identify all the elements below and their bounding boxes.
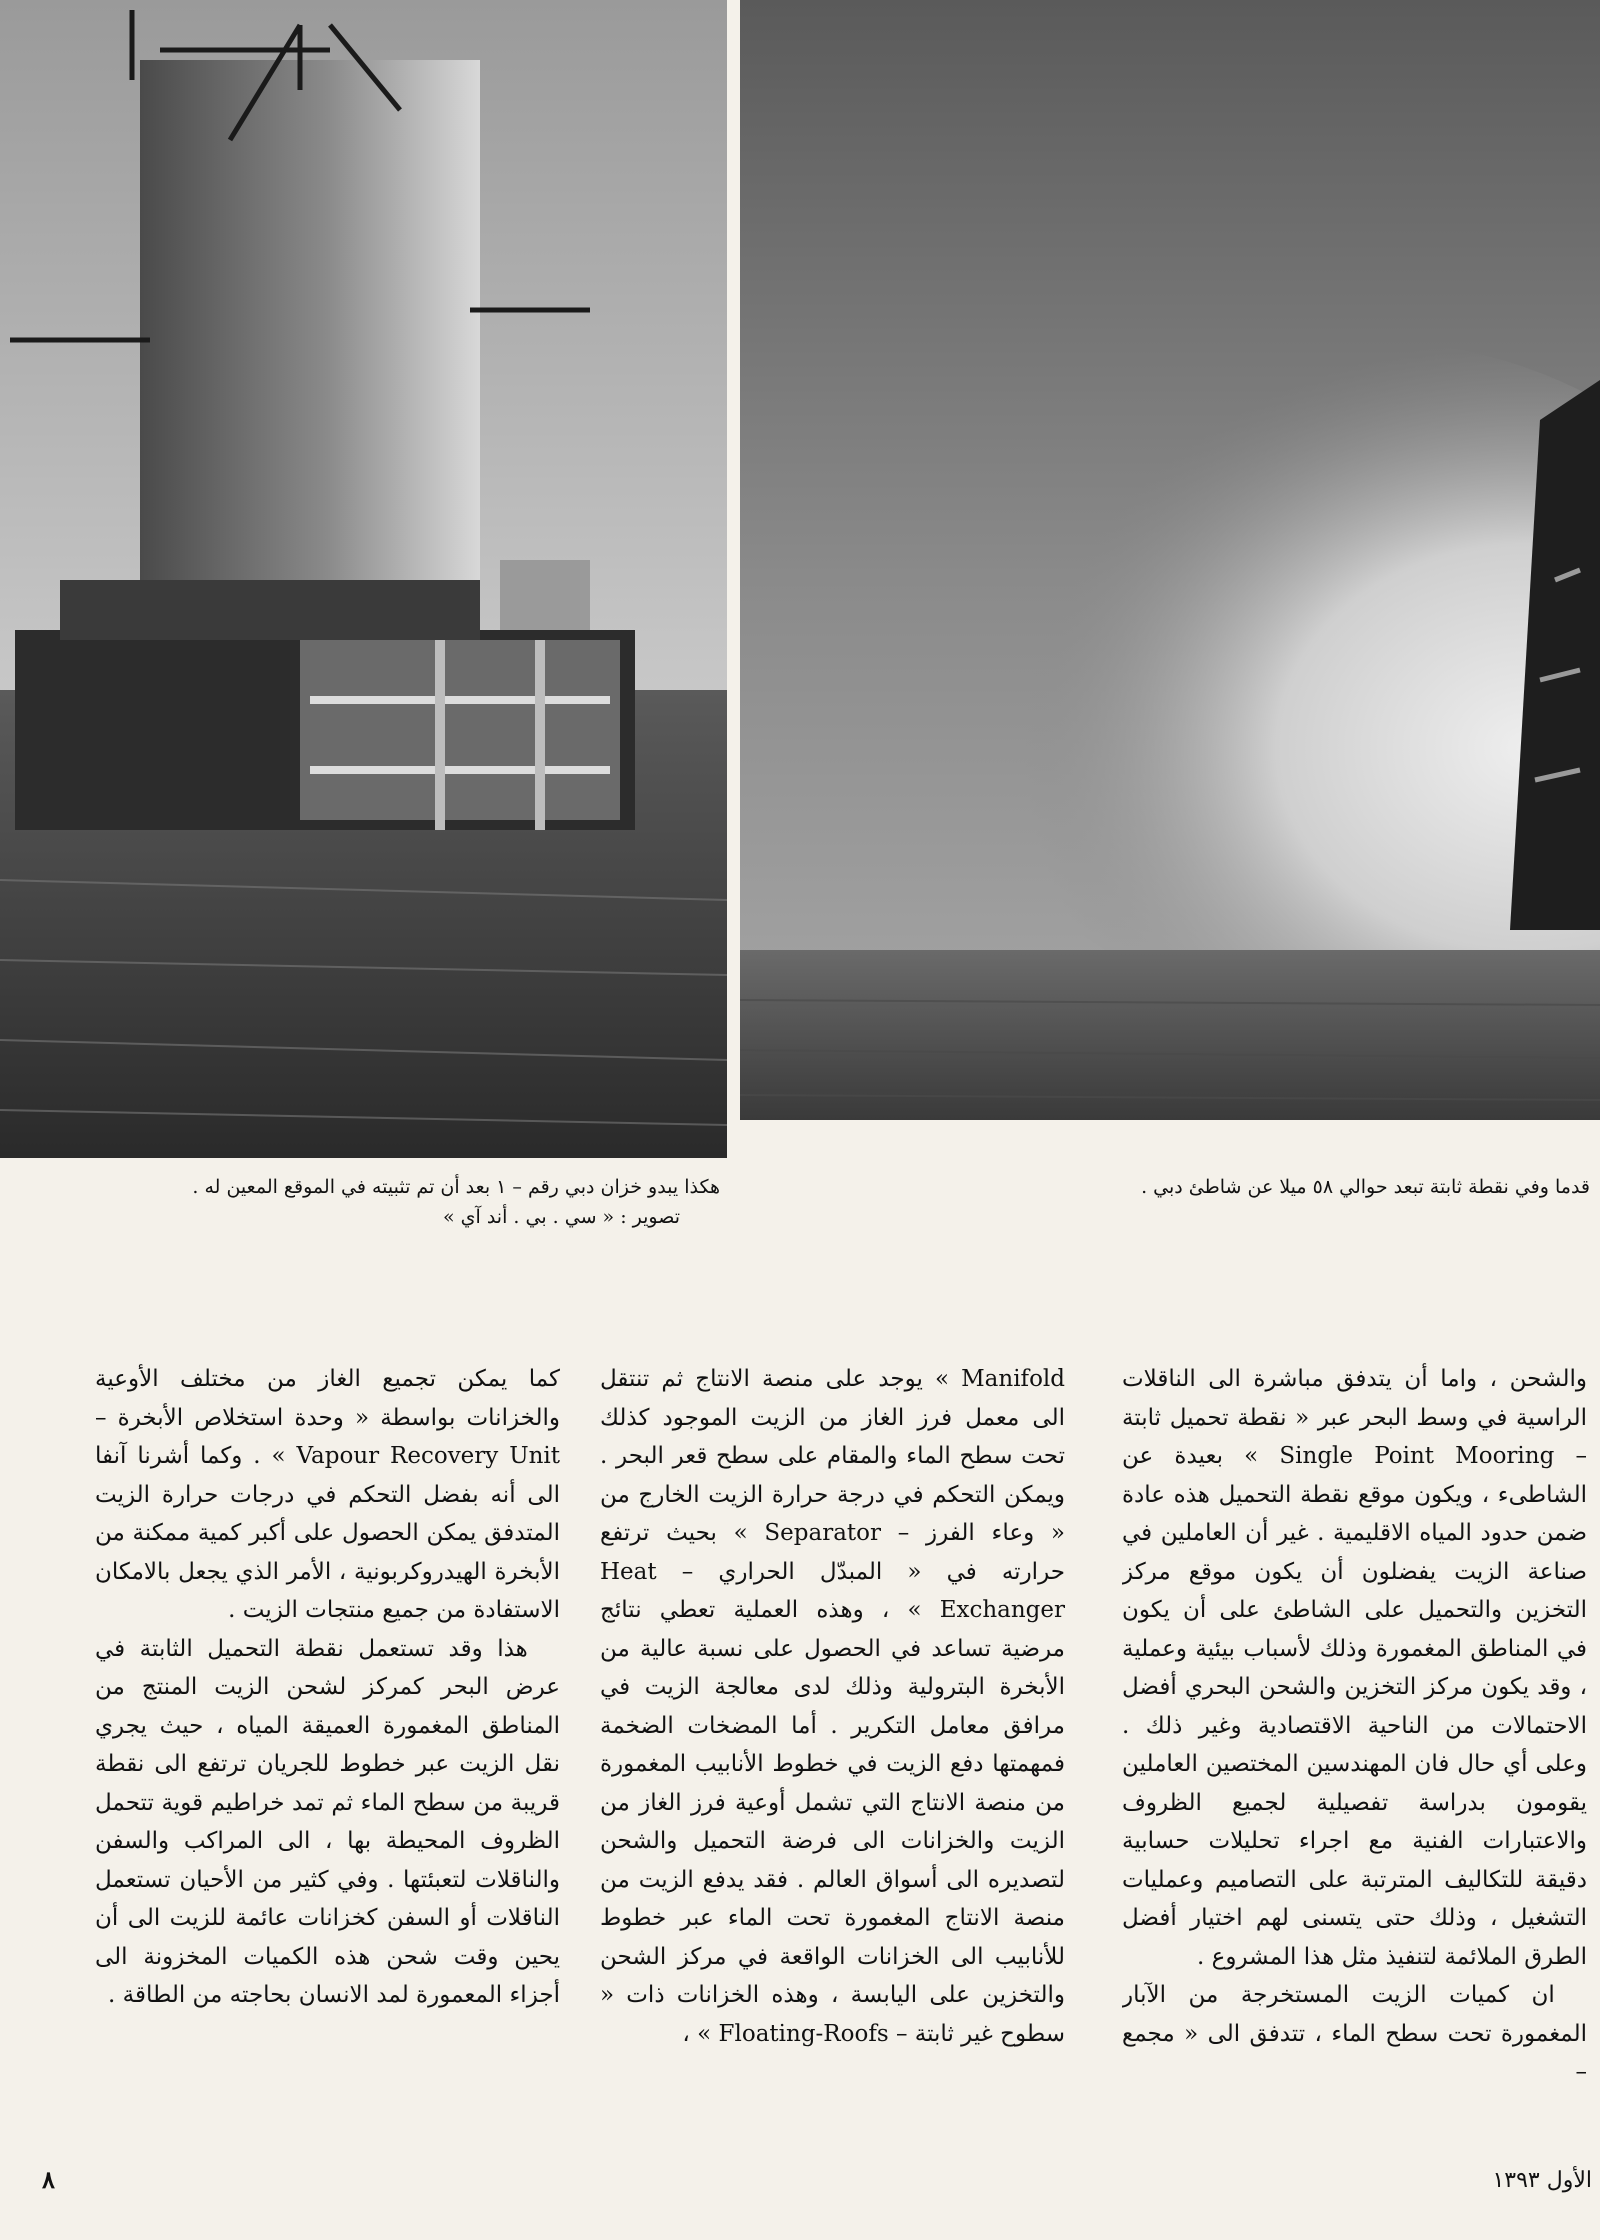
photo-tank-installation	[740, 0, 1600, 1120]
caption-left-line1: هكذا يبدو خزان دبي رقم – ١ بعد أن تم تثبيته في الموقع المعين له .	[192, 1176, 720, 1198]
photo-caption-right	[1010, 1172, 1590, 1202]
column-right-paragraph-2: ان كميات الزيت المستخرجة من الآبار المغمورة تحت سطح الماء ، تتدفق الى « مجمع –	[1122, 1982, 1587, 2085]
article-column-right	[1122, 1360, 1587, 2150]
caption-left-credit: تصوير : « سي . بي . أند آي »	[442, 1206, 680, 1228]
caption-right-text: قدما وفي نقطة ثابتة تبعد حوالي ٥٨ ميلا عن شاطئ دبي .	[1141, 1176, 1590, 1198]
column-right-paragraph-1: والشحن ، واما أن يتدفق مباشرة الى الناقلات الراسية في وسط البحر عبر « نقطة تحميل ثابتة – Single Point Mooring » بعيدة عن الشاطىء ، ويكون موقع نقطة التحميل هذه عادة ضمن حدود المياه الاقليمية . غير أن العاملين في صناعة الزيت يفضلون أن يكون موقع مركز التخزين والتحميل على الشاطئ على أن يكون في المناطق المغمورة وذلك لأسباب بيئية وعملية ، وقد يكون مركز التخزين والشحن البحري أفضل الاحتمالات من الناحية الاقتصادية وغير ذلك . وعلى أي حال فان المهندسين المختصين العاملين يقومون بدراسة تفصيلية لجميع الظروف والاعتبارات الفنية مع اجراء تحليلات حسابية دقيقة للتكاليف المترتبة على التصاميم وعمليات التشغيل ، وذلك حتى يتسنى لهم اختيار أفضل الطرق الملائمة لتنفيذ مثل هذا المشروع .	[1122, 1366, 1587, 1970]
column-left-paragraph-2: هذا وقد تستعمل نقطة التحميل الثابتة في عرض البحر كمركز لشحن الزيت المنتج من المناطق المغمورة العميقة المياه ، حيث يجري نقل الزيت عبر خطوط للجريان ترتفع الى نقطة قريبة من سطح الماء ثم تمد خراطيم قوية تتحمل الظروف المحيطة بها ، الى المراكب والسفن والناقلات لتعبئتها . وفي كثير من الأحيان تستعمل الناقلات أو السفن كخزانات عائمة للزيت الى أن يحين وقت شحن هذه الكميات المخزونة الى أجزاء المعمورة لمد الانسان بحاجته من الطاقة .	[95, 1635, 560, 2008]
oil-storage-tank-photo	[0, 0, 727, 1158]
article-column-left	[95, 1360, 560, 2150]
photo-storage-tank	[0, 0, 727, 1158]
issue-footer: الأول ١٣٩٣	[1492, 2168, 1592, 2193]
column-left-paragraph-1: كما يمكن تجميع الغاز من مختلف الأوعية والخزانات بواسطة « وحدة استخلاص الأبخرة – Vapour Recovery Unit » . وكما أشرنا آنفا الى أنه بفضل التحكم في درجات حرارة الزيت المتدفق يمكن الحصول على أكبر كمية ممكنة من الأبخرة الهيدروكربونية ، الأمر الذي يجعل بالامكان الاستفادة من جميع منتجات الزيت .	[95, 1366, 560, 1623]
photo-caption-left	[60, 1172, 720, 1232]
article-column-middle	[600, 1360, 1065, 2150]
page-number: ٨	[42, 2165, 55, 2194]
column-middle-paragraph-1: Manifold » يوجد على منصة الانتاج ثم تنتقل الى معمل فرز الغاز من الزيت الموجود كذلك تحت سطح الماء والمقام على سطح قعر البحر . ويمكن التحكم في درجة حرارة الزيت الخارج من « وعاء الفرز – Separator » بحيث ترتفع حرارته في « المبدّل الحراري – Heat Exchanger » ، وهذه العملية تعطي نتائج مرضية تساعد في الحصول على نسبة عالية من الأبخرة البترولية وذلك لدى معالجة الزيت في مرافق معامل التكرير . أما المضخات الضخمة فمهمتها دفع الزيت في خطوط الأنابيب المغمورة من منصة الانتاج التي تشمل أوعية فرز الغاز من الزيت والخزانات الى فرضة التحميل والشحن لتصديره الى أسواق العالم . فقد يدفع الزيت من منصة الانتاج المغمورة تحت الماء عبر خطوط للأنابيب الى الخزانات الواقعة في مركز الشحن والتخزين على اليابسة ، وهذه الخزانات ذات « سطوح غير ثابتة – Floating-Roofs » ،	[600, 1366, 1065, 2047]
tank-installation-spray-photo	[740, 0, 1600, 1120]
